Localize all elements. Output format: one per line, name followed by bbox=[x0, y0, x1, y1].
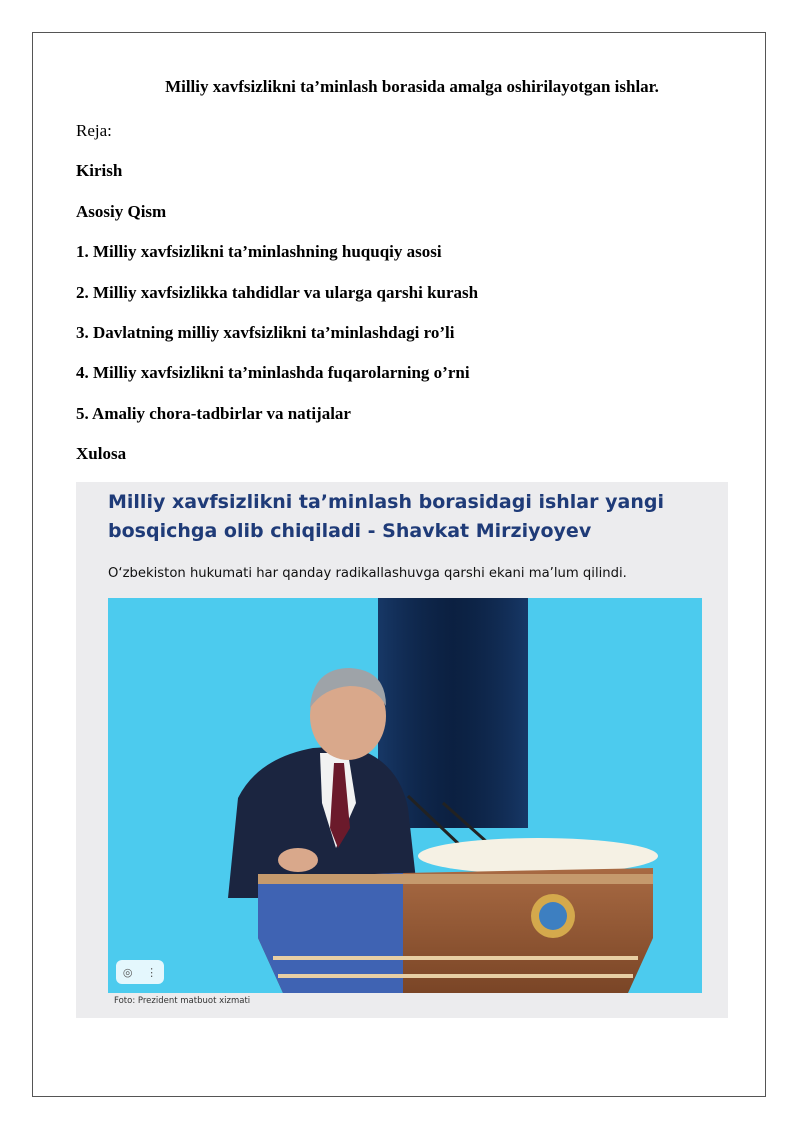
image-tools-button[interactable] bbox=[116, 960, 164, 984]
news-screenshot bbox=[76, 482, 728, 1018]
news-lead: O‘zbekiston hukumati har qanday radikallashuvga qarshi ekani ma’lum qilindi. bbox=[108, 566, 627, 581]
document-title: Milliy xavfsizlikni ta’minlash borasida amalga oshirilayotgan ishlar. bbox=[165, 77, 659, 96]
news-heading: Milliy xavfsizlikni ta’minlash borasidagi ishlar yangi bosqichga olib chiqiladi - Shavkat Mirziyoyev bbox=[108, 491, 664, 542]
plan-item-2: 2. Milliy xavfsizlikka tahdidlar va ularga qarshi kurash bbox=[76, 283, 479, 302]
more-vertical-icon: ⋮ bbox=[146, 965, 158, 979]
plan-item-5: 5. Amaliy chora-tadbirlar va natijalar bbox=[76, 404, 351, 423]
main-part-heading: Asosiy Qism bbox=[76, 202, 167, 221]
plan-item-1: 1. Milliy xavfsizlikni ta’minlashning huquqiy asosi bbox=[76, 242, 442, 261]
conclusion-heading: Xulosa bbox=[76, 444, 127, 463]
camera-lens-icon: ◎ bbox=[122, 965, 133, 979]
photo-caption: Foto: Prezident matbuot xizmati bbox=[114, 996, 251, 1006]
plan-item-4: 4. Milliy xavfsizlikni ta’minlashda fuqarolarning o’rni bbox=[76, 363, 470, 382]
president-speech-photo bbox=[108, 598, 702, 993]
news-photo bbox=[108, 598, 702, 993]
plan-label: Reja: bbox=[76, 121, 112, 140]
intro-heading: Kirish bbox=[76, 161, 123, 180]
plan-item-3: 3. Davlatning milliy xavfsizlikni ta’minlashdagi ro’li bbox=[76, 323, 455, 342]
